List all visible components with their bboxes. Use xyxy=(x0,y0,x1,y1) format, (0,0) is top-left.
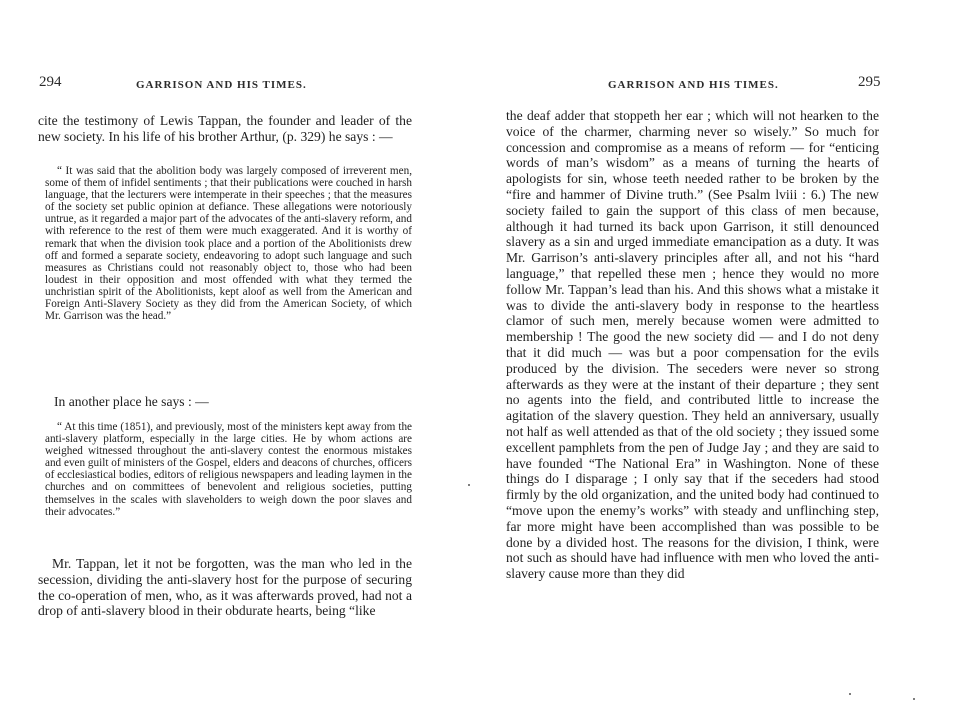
scan-speck xyxy=(913,698,915,700)
scan-speck xyxy=(468,484,470,486)
left-running-head: GARRISON AND HIS TIMES. xyxy=(136,79,307,91)
right-running-head: GARRISON AND HIS TIMES. xyxy=(608,79,779,91)
right-body-text: the deaf adder that stoppeth her ear ; which will not hearken to the voice of the charmer, charming never so wisely.” So much for concession and compromise as a means of reform — for “enticing words of man’s wisdom” as a means of turning the hearts of apologists for sin, whose teeth needed rather to be broken by the “fire and hammer of Divine truth.” (See Psalm lviii : 6.) The new society failed to gain the support of this class of men because, although it had turned its back upon Garrison, it still denounced slavery as a sin and urged immediate emancipation as a duty. It was Mr. Garrison’s anti-slavery principles after all, and not his “hard language,” that repelled these men ; hence they would no more follow Mr. Tappan’s lead than his. And this shows what a mistake it was to divide the anti-slavery body in response to the heartless clamor of such men, merely because women were admitted to membership ! The good the new society did — and I do not deny that it did much — was but a poor compensation for the evils produced by the division. The seceders were never so strong afterwards as they were at the instant of their departure ; they sent no agents into the field, and contributed little to increase the agitation of the slavery question. They held an anniversary, usually not half as well attended as that of the old society ; they issued some excellent pamphlets from the pen of Judge Jay ; and they are said to have founded “The National Era” in Washington. None of these things do I disparage ; I only say that if the seceders had stood firmly by the old organization, and the united body had continued to “move upon the enemy’s works” with steady and unflinching step, far more might have been accomplished than was possible to be done by a divided host. The reasons for the division, I think, were not such as should have had influence with men who loved the anti-slavery cause more than they did xyxy=(506,108,879,582)
tappan-quote-1: “ It was said that the abolition body was largely composed of irreverent men, some of them of infidel sentiments ; that their publications were couched in harsh language, that the lecturers were intemperate in their speeches ; that the measures of the society set public opinion at defiance. These allegations were notoriously untrue, as it regarded a major part of the advocates of the anti-slavery reform, and with reference to the rest of them were much exaggerated. And it is worthy of remark that when the division took place and a portion of the Abolitionists drew off and formed a separate society, endeavoring to adopt such language and such measures as Christians could not reasonably object to, those who had been loudest in their opposition and most offended with what they termed the unchristian spirit of the Abolitionists, kept aloof as well from the American and Foreign Anti-Slavery Society as they did from the American Society, of which Mr. Garrison was the head.” xyxy=(45,165,412,323)
tappan-quote-2: “ At this time (1851), and previously, most of the ministers kept away from the anti-slavery platform, especially in the large cities. He by whom actions are weighed witnessed throughout the anti-slavery contest the enormous mistakes and even guilt of ministers of the Gospel, elders and deacons of churches, officers of ecclesiastical bodies, editors of religious newspapers and leading laymen in the churches and on committees of benevolent and religious societies, putting themselves in the scales with slaveholders to weigh down the poor slaves and their advocates.” xyxy=(45,421,412,518)
right-page-number: 295 xyxy=(858,74,881,90)
closing-paragraph: Mr. Tappan, let it not be forgotten, was the man who led in the secession, dividing the anti-slavery host for the purpose of securing the co-operation of men, who, as it was afterwards proved, had not a drop of anti-slavery blood in their obdurate hearts, being “like xyxy=(38,556,412,619)
scan-speck xyxy=(849,693,851,695)
transition-line: In another place he says : — xyxy=(54,394,209,409)
right-page xyxy=(490,0,980,728)
left-page-number: 294 xyxy=(39,74,62,90)
intro-paragraph: cite the testimony of Lewis Tappan, the founder and leader of the new society. In his life of his brother Arthur, (p. 329) he says : — xyxy=(38,113,412,144)
